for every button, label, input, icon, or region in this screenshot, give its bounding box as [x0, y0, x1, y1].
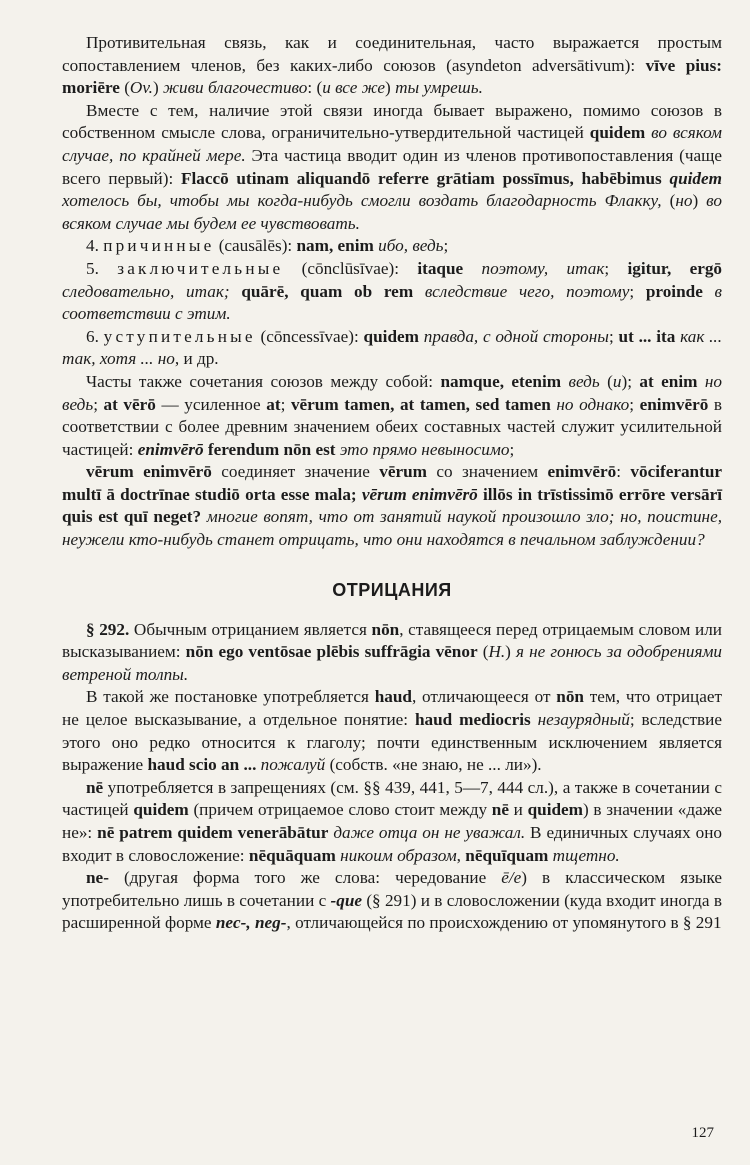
- paragraph-conclusive: 5. заключительные (cōnclūsīvae): itaque поэтому, итак; igitur, ergō следовательно, итак; quārē, quam ob rem вследствие чего, поэтому; proinde в соответствии с этим.: [62, 258, 723, 324]
- paragraph-verum-enimvero: vērum enimvērō соединяет значение vērum со значением enimvērō: vōciferantur multī ā doctrīnae studiō orta esse mala; vērum enimvērō illōs in trīstissimō errōre versārī quis est quī neget? многие вопят, что от занятий наукой произошло зло; но, поистине, неужели кто-нибудь станет отрицать, что они находятся в печальном заблуждении?: [62, 462, 723, 550]
- section-heading: ОТРИЦАНИЯ: [332, 579, 452, 600]
- paragraph-combinations: Часты также сочетания союзов между собой: namque, etenim ведь (и); at enim но ведь; at vērō — усиленное at; vērum tamen, at tamen, sed tamen но однако; enimvērō в соответствии с более древним значением обеих составных частей служит усилительной частицей: enimvērō ferendum nōn est это прямо невыносимо;: [62, 371, 723, 459]
- paragraph-ne: nē употребляется в запрещениях (см. §§ 439, 441, 5—7, 444 сл.), а также в сочетании с частицей quidem (причем отрицаемое слово стоит между nē и quidem) в значении «даже не»: nē patrem quidem venerābātur даже отца он не уважал. В единичных случаях оно входит в словосложение: nēquāquam никоим образом, nēquīquam тщетно.: [62, 777, 723, 865]
- paragraph-ne-prefix: ne- (другая форма того же слова: чередование ē/e) в классическом языке употребительно лишь в сочетании с -que (§ 291) и в словосложении (куда входит иногда в расширенной форме nec-, neg-, отличающейся по происхождению от упомянутого в § 291: [62, 868, 722, 933]
- page-number: 127: [691, 1125, 714, 1141]
- paragraph-292-non: § 292. Обычным отрицанием является nōn, ставящееся перед отрицаемым словом или высказыванием: nōn ego ventōsae plēbis suffrāgia vēnor (H.) я не гонюсь за одобрениями ветреной толпы.: [62, 619, 723, 684]
- paragraph-causal: 4. причинные (causālēs): nam, enim ибо, ведь;: [86, 236, 449, 256]
- paragraph-quidem: Вместе с тем, наличие этой связи иногда бывает выражено, помимо союзов в собственном смысле слова, ограничительно-утвердительной частицей quidem во всяком случае, по крайней мере. Эта частица вводит один из членов противопоставления (чаще всего первый): Flaccō utinam aliquandō referre grātiam possīmus, habēbimus quidem хотелось бы, чтобы мы когда-нибудь смогли воздать благодарность Флакку, (но) во всяком случае мы будем ее чувствовать.: [62, 100, 723, 233]
- paragraph-adversative: Противительная связь, как и соединительная, часто выражается простым сопоставлением членов, без каких-либо союзов (asyndeton adversātivum): vīve pius: moriēre (Ov.) живи благочестиво: (и все же) ты умрешь.: [62, 33, 722, 98]
- paragraph-haud: В такой же постановке употребляется haud, отличающееся от nōn тем, что отрицает не целое высказывание, а отдельное понятие: haud mediocris незаурядный; вследствие этого оно редко относится к глаголу; почти единственным исключением является выражение haud scio an ... пожалуй (собств. «не знаю, не ... ли»).: [62, 687, 723, 775]
- paragraph-concessive: 6. уступительные (cōncessīvae): quidem правда, с одной стороны; ut ... ita как ... так, хотя ... но, и др.: [62, 326, 723, 369]
